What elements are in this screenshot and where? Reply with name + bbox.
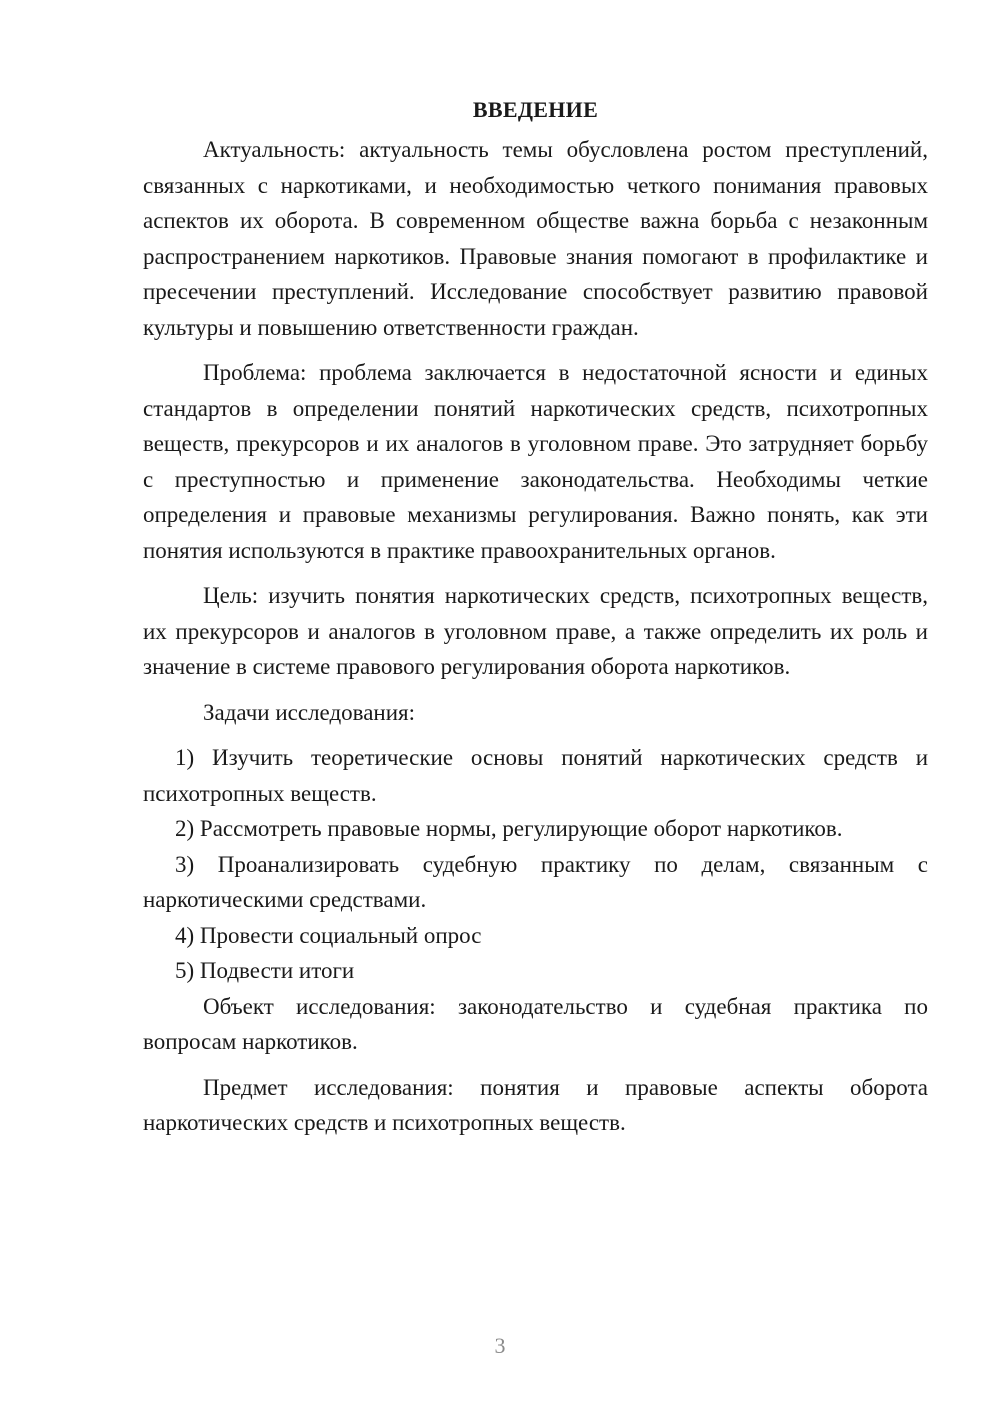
object-paragraph: Объект исследования: законодательство и судебная практика по вопросам наркотиков. [143, 993, 928, 1054]
tasks-heading: Задачи исследования: [203, 699, 416, 725]
goal-paragraph: Цель: изучить понятия наркотических средств, психотропных веществ, их прекурсоров и аналогов в уголовном праве, а также определить их роль и значение в системе правового регулирования оборота наркотиков. [143, 583, 928, 679]
relevance-paragraph: Актуальность: актуальность темы обусловлена ростом преступлений, связанных с наркотиками, и необходимостью четкого понимания правовых аспектов их оборота. В современном обществе важна борьба с незаконным распространением наркотиков. Правовые знания помогают в профилактике и пресечении преступлений. Исследование способствует развитию правовой культуры и повышению ответственности граждан. [143, 137, 928, 340]
section-title: ВВЕДЕНИЕ [472, 97, 599, 122]
task-item: 1) Изучить теоретические основы понятий наркотических средств и психотропных веществ. [143, 745, 928, 806]
subject-paragraph: Предмет исследования: понятия и правовые аспекты оборота наркотических средств и психотропных веществ. [143, 1074, 928, 1135]
page-content [143, 92, 928, 1141]
problem-paragraph: Проблема: проблема заключается в недостаточной ясности и единых стандартов в определении понятий наркотических средств, психотропных веществ, прекурсоров и их аналогов в уголовном праве. Это затрудняет борьбу с преступностью и применение законодательства. Необходимы четкие определения и правовые механизмы регулирования. Важно понять, как эти понятия используются в практике правоохранительных органов. [143, 360, 928, 563]
task-item: 2) Рассмотреть правовые нормы, регулирующие оборот наркотиков. [175, 816, 843, 841]
task-item: 5) Подвести итоги [175, 958, 355, 983]
task-item: 3) Проанализировать судебную практику по делам, связанным с наркотическими средствами. [143, 851, 928, 912]
page-number: 3 [494, 1333, 506, 1358]
task-item: 4) Провести социальный опрос [175, 922, 482, 948]
